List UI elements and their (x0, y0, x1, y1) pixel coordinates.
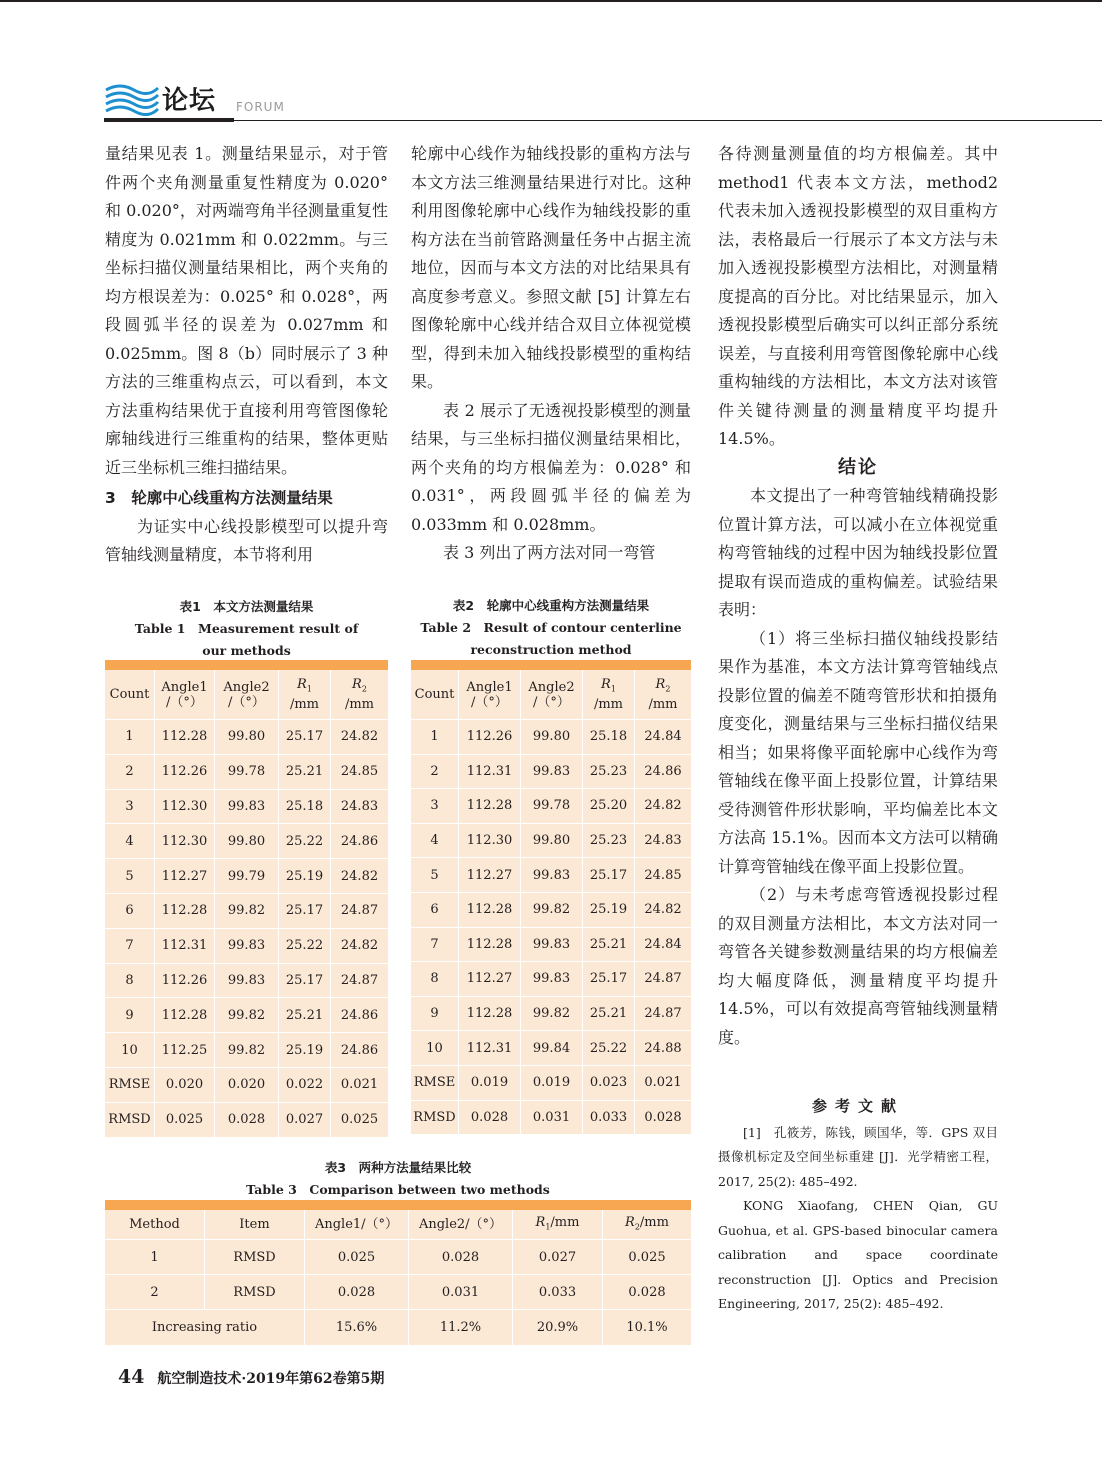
header-unit: /mm (289, 696, 320, 712)
table1-top-bar (105, 660, 388, 670)
table-cell: 25.20 (583, 789, 635, 824)
column-header (521, 670, 583, 720)
column-header (603, 1210, 691, 1240)
section-heading: 3 轮廓中心线重构方法测量结果 (105, 489, 333, 507)
table-cell: 99.79 (215, 859, 279, 894)
table-cell: 0.027 (279, 1103, 331, 1138)
table-cell: 112.30 (155, 824, 215, 859)
table-cell: 99.78 (521, 789, 583, 824)
reference-item: [1] 孔筱芳，陈钱，顾国华，等．GPS 双目摄像机标定及空间坐标重建 [J]．光学精密工程，2017, 25(2): 485–492. (718, 1124, 998, 1189)
table-cell: 112.28 (459, 997, 521, 1032)
table1-caption (105, 596, 388, 662)
table-cell: 25.19 (583, 893, 635, 928)
table-cell: 24.87 (635, 962, 691, 997)
table-row (105, 1275, 691, 1310)
paragraph: 各待测量测量值的均方根偏差。其中 method1 代表本文方法，method2 代表未加入透视投影模型的双目重构方法，表格最后一行展示了本文方法与未加入透视投影模型方法相比，对测量精度提高的百分比。对比结果显示，加入透视投影模型后确实可以纠正部分系统误差，与直接利用弯管图像轮廓中心线重构轴线的方法相比，本文方法对该管件关键待测量的测量精度平均提升 14.5%。 (718, 144, 998, 448)
table-cell: 112.25 (155, 1033, 215, 1068)
header-unit: /mm (648, 696, 678, 712)
header-rule-thick (104, 118, 234, 122)
table-cell: 24.84 (635, 928, 691, 963)
table-cell: 24.88 (635, 1031, 691, 1066)
table-cell: 25.22 (279, 824, 331, 859)
paragraph: 量结果见表 1。测量结果显示，对于管件两个夹角测量重复性精度为 0.020° 和 0.020°，对两端弯角半径测量重复性精度为 0.021mm 和 0.022mm。与三坐标扫描仪测量结果相比，两个夹角的均方根误差为：0.025° 和 0.028°，两段圆弧半径的误差为 0.027mm 和 0.025mm。图 8（b）同时展示了 3 种方法的三维重构点云，可以看到，本文方法重构结果优于直接利用弯管图像轮廓轴线进行三维重构的结果，整体更贴近三坐标机三维扫描结果。 (105, 144, 388, 477)
table-row (411, 858, 691, 893)
caption-en: Table 2 Result of contour centerline (420, 620, 682, 635)
table-cell: 112.26 (155, 755, 215, 790)
table-cell: 8 (105, 964, 155, 999)
top-rule (0, 0, 1102, 2)
table-cell: 24.82 (635, 893, 691, 928)
column-header (205, 1210, 305, 1240)
page-number: 44 (118, 1366, 145, 1388)
table-cell: 6 (411, 893, 459, 928)
table-cell: 99.83 (215, 929, 279, 964)
table-cell: 25.21 (279, 998, 331, 1033)
table-cell: 24.86 (331, 824, 388, 859)
table-cell: 25.17 (279, 720, 331, 755)
references-heading: 参考文献 (811, 1097, 904, 1115)
table-cell: 24.82 (331, 720, 388, 755)
table-row (411, 755, 691, 790)
table-cell: 0.021 (331, 1068, 388, 1103)
table-cell: 25.22 (583, 1031, 635, 1066)
table-cell: 25.17 (279, 964, 331, 999)
table-row (105, 1033, 388, 1068)
table-cell: 112.31 (459, 755, 521, 790)
column-header (155, 670, 215, 720)
header-label: Angle1 (466, 679, 513, 695)
table-cell: 99.82 (215, 894, 279, 929)
table-cell: 112.26 (459, 720, 521, 755)
section-subtitle: FORUM (236, 100, 285, 114)
table-cell: 24.83 (331, 790, 388, 825)
table-cell: 99.80 (215, 824, 279, 859)
header-rule-thin (234, 120, 1102, 121)
page-footer (118, 1366, 384, 1388)
table-cell: 4 (105, 824, 155, 859)
table-cell: 112.28 (155, 998, 215, 1033)
header-label: R (297, 677, 307, 693)
table-cell: 1 (411, 720, 459, 755)
table-cell: 5 (411, 858, 459, 893)
table-cell: 99.82 (521, 893, 583, 928)
table-cell: 0.020 (215, 1068, 279, 1103)
table-cell: 99.83 (521, 962, 583, 997)
column-header (411, 670, 459, 720)
table-row (105, 1068, 388, 1103)
table-row (105, 824, 388, 859)
header-label: Angle1 (161, 679, 208, 695)
table-cell: 25.23 (583, 824, 635, 859)
table-cell: 112.28 (459, 789, 521, 824)
table-cell: 25.18 (583, 720, 635, 755)
column-header (279, 670, 331, 720)
column-header (105, 1210, 205, 1240)
table-cell: 25.17 (279, 894, 331, 929)
table-cell: 8 (411, 962, 459, 997)
table-row (105, 894, 388, 929)
table-row (411, 789, 691, 824)
header-subscript: 1 (610, 684, 616, 694)
text-column-3 (718, 140, 998, 1317)
table-cell: 0.019 (459, 1066, 521, 1101)
table-row (411, 1066, 691, 1101)
reference-item: KONG Xiaofang, CHEN Qian, GU Guohua, et al. GPS-based binocular camera calibration and space coordinate reconstruction [J]. Optics and Precision Engineering, 2017, 25(2): 485–492. (718, 1198, 998, 1311)
table-cell: 0.027 (513, 1240, 603, 1275)
table-cell: 7 (105, 929, 155, 964)
table-row (105, 998, 388, 1033)
header-subscript: 2 (361, 684, 367, 694)
table3 (105, 1210, 691, 1346)
caption-cn: 表3 两种方法量结果比较 (324, 1160, 472, 1175)
table-cell: 25.21 (279, 755, 331, 790)
header-label: R (625, 1214, 635, 1230)
header-label: Angle2/（°） (418, 1217, 503, 1232)
table-cell: 25.21 (583, 997, 635, 1032)
table-cell: 112.28 (459, 893, 521, 928)
section-title: 论坛 (162, 86, 217, 116)
table-cell: 0.028 (409, 1240, 513, 1275)
table-cell: 99.84 (521, 1031, 583, 1066)
table-row (411, 720, 691, 755)
table-cell: 112.27 (459, 858, 521, 893)
table-cell: 0.028 (305, 1275, 409, 1310)
table-cell: 2 (105, 755, 155, 790)
header-label: Method (129, 1217, 180, 1232)
table-cell: 24.82 (635, 789, 691, 824)
header-subscript: 2 (634, 1222, 640, 1232)
header-unit: /（°） (166, 694, 203, 710)
table-cell: 4 (411, 824, 459, 859)
table-cell: 25.23 (583, 755, 635, 790)
table1 (105, 670, 388, 1138)
table-cell: 112.31 (459, 1031, 521, 1066)
table-cell: 0.025 (305, 1240, 409, 1275)
table-row (105, 1310, 691, 1346)
table-cell: 112.31 (155, 929, 215, 964)
column-header (305, 1210, 409, 1240)
caption-en: Table 1 Measurement result of (134, 621, 359, 636)
table-cell: 3 (105, 790, 155, 825)
journal-info: 航空制造技术·2019年第62卷第5期 (157, 1371, 385, 1387)
table-cell: 0.028 (635, 1101, 691, 1136)
table-cell: 1 (105, 1240, 205, 1275)
table-cell: 25.22 (279, 929, 331, 964)
table-row (411, 1031, 691, 1066)
header-subscript: 2 (665, 684, 671, 694)
table-row (411, 1101, 691, 1136)
table-row (105, 929, 388, 964)
table-cell: 3 (411, 789, 459, 824)
table-cell: 0.031 (409, 1275, 513, 1310)
table-cell: 25.21 (583, 928, 635, 963)
table-cell: 9 (105, 998, 155, 1033)
header-label: Angle2 (528, 679, 575, 695)
header-unit: /mm (639, 1214, 669, 1230)
table-cell: 24.83 (635, 824, 691, 859)
column-header (583, 670, 635, 720)
table-cell: 112.30 (155, 790, 215, 825)
references-list (718, 1121, 998, 1317)
table2 (411, 670, 691, 1135)
table-cell: 24.84 (635, 720, 691, 755)
table-cell: 99.80 (521, 824, 583, 859)
table-cell: 0.028 (215, 1103, 279, 1138)
table-row (411, 893, 691, 928)
table-row (411, 928, 691, 963)
table-cell: 2 (105, 1275, 205, 1310)
table-cell: 99.78 (215, 755, 279, 790)
paragraph: （1）将三坐标扫描仪轴线投影结果作为基准，本文方法计算弯管轴线点投影位置的偏差不随弯管形状和拍摄角度变化，测量结果与三坐标扫描仪结果相当；如果将像平面轮廓中心线作为弯管轴线在像平面上投影位置，计算结果受待测管件形状影响，平均偏差比本文方法高 15.1%。因而本文方法可以精确计算弯管轴线在像平面上投影位置。 (718, 628, 998, 876)
table-row (105, 790, 388, 825)
table-row (105, 859, 388, 894)
table-cell: 112.27 (459, 962, 521, 997)
table-cell: 112.27 (155, 859, 215, 894)
table-cell: 0.022 (279, 1068, 331, 1103)
table-cell: 6 (105, 894, 155, 929)
table-cell: 112.28 (155, 894, 215, 929)
paragraph: 轮廓中心线作为轴线投影的重构方法与本文方法三维测量结果进行对比。这种利用图像轮廓中心线作为轴线投影的重构方法在当前管路测量任务中占据主流地位，因而与本文方法的对比结果具有高度参考意义。参照文献 [5] 计算左右图像轮廓中心线并结合双目立体视觉模型，得到未加入轴线投影模型的重构结果。 (411, 144, 691, 391)
header-unit: /mm (344, 696, 375, 712)
table-header-row (411, 670, 691, 720)
table-cell: 0.019 (521, 1066, 583, 1101)
table-row (105, 720, 388, 755)
table-cell: 24.85 (635, 858, 691, 893)
table-cell: 0.021 (635, 1066, 691, 1101)
table-cell: 24.82 (331, 929, 388, 964)
table-cell: 112.26 (155, 964, 215, 999)
column-header (331, 670, 388, 720)
table-cell: 99.80 (215, 720, 279, 755)
paragraph: 为证实中心线投影模型可以提升弯管轴线测量精度，本节将利用 (105, 516, 388, 564)
header-label: Item (239, 1217, 270, 1232)
table-cell: 0.028 (603, 1275, 691, 1310)
paragraph: （2）与未考虑弯管透视投影过程的双目测量方法相比，本文方法对同一弯管各关键参数测量结果的均方根偏差均大幅度降低，测量精度平均提升 14.5%，可以有效提高弯管轴线测量精度。 (718, 885, 998, 1047)
caption-en: Table 3 Comparison between two methods (246, 1182, 550, 1197)
column-header (513, 1210, 603, 1240)
table-cell: RMSD (205, 1275, 305, 1310)
table-row (411, 824, 691, 859)
header-label: R (352, 677, 362, 693)
table3-top-bar (105, 1200, 691, 1210)
table-cell: 99.83 (521, 755, 583, 790)
text-column-2 (411, 140, 691, 568)
header-unit: /（°） (471, 694, 508, 710)
table-row (411, 962, 691, 997)
column-header (215, 670, 279, 720)
table-cell: RMSE (411, 1066, 459, 1101)
header-unit: /mm (593, 696, 624, 712)
header-unit: /（°） (228, 694, 265, 710)
table-cell: RMSD (205, 1240, 305, 1275)
table-cell: 24.87 (331, 894, 388, 929)
table-row (105, 1240, 691, 1275)
table-cell: 24.86 (331, 1033, 388, 1068)
header-unit: /（°） (533, 694, 570, 710)
table-cell: 24.87 (635, 997, 691, 1032)
table-cell: 10 (105, 1033, 155, 1068)
table-cell: 20.9% (513, 1310, 603, 1346)
table-cell: 1 (105, 720, 155, 755)
caption-en: reconstruction method (470, 642, 632, 657)
table-cell: 0.031 (521, 1101, 583, 1136)
text-column-1 (105, 140, 388, 570)
table-row (105, 1103, 388, 1138)
table-row (105, 964, 388, 999)
table-cell: 9 (411, 997, 459, 1032)
table-cell: RMSE (105, 1068, 155, 1103)
header-subscript: 1 (545, 1222, 551, 1232)
table-cell: 0.025 (603, 1240, 691, 1275)
table-cell: 99.83 (521, 928, 583, 963)
table-cell: 99.82 (215, 998, 279, 1033)
table-cell: 2 (411, 755, 459, 790)
column-header (409, 1210, 513, 1240)
table-cell: 99.83 (215, 790, 279, 825)
table-row (411, 997, 691, 1032)
paragraph: 表 3 列出了两方法对同一弯管 (443, 543, 656, 562)
table-cell: 99.80 (521, 720, 583, 755)
table-cell: 99.83 (521, 858, 583, 893)
table-cell: 24.86 (331, 998, 388, 1033)
conclusion-heading: 结论 (838, 456, 878, 478)
table-cell: 25.18 (279, 790, 331, 825)
table-cell: 112.28 (155, 720, 215, 755)
table-cell: 0.020 (155, 1068, 215, 1103)
table-cell: RMSD (105, 1103, 155, 1138)
table-cell: RMSD (411, 1101, 459, 1136)
paragraph: 表 2 展示了无透视投影模型的测量结果，与三坐标扫描仪测量结果相比，两个夹角的均方根偏差为：0.028° 和 0.031°，两段圆弧半径的偏差为 0.033mm 和 0.028mm。 (411, 400, 691, 534)
table-cell: 0.023 (583, 1066, 635, 1101)
table-cell: 0.028 (459, 1101, 521, 1136)
table-cell: 0.025 (331, 1103, 388, 1138)
caption-en: our methods (202, 643, 291, 658)
table-cell: 24.85 (331, 755, 388, 790)
header-label: R (601, 677, 611, 693)
table-cell: 10 (411, 1031, 459, 1066)
table-cell: 5 (105, 859, 155, 894)
header-label: R (535, 1214, 546, 1230)
column-header (459, 670, 521, 720)
header-label: R (655, 677, 666, 693)
paragraph: 本文提出了一种弯管轴线精确投影位置计算方法，可以减小在立体视觉重构弯管轴线的过程中因为轴线投影位置提取有误而造成的重构偏差。试验结果表明： (718, 486, 998, 619)
header-label: Angle1/（°） (314, 1217, 399, 1232)
header-label: Count (414, 687, 455, 702)
table-cell: 24.87 (331, 964, 388, 999)
table2-top-bar (411, 660, 691, 670)
table-cell: 7 (411, 928, 459, 963)
table-row (105, 755, 388, 790)
table-cell: 10.1% (603, 1310, 691, 1346)
wave-logo-icon (104, 80, 160, 116)
header-unit: /mm (550, 1214, 580, 1230)
column-header (635, 670, 691, 720)
column-header (105, 670, 155, 720)
table-cell: 24.86 (635, 755, 691, 790)
header-subscript: 1 (306, 684, 312, 694)
table-cell: 112.28 (459, 928, 521, 963)
table-cell: 99.82 (215, 1033, 279, 1068)
table-header-row (105, 1210, 691, 1240)
page-header (104, 78, 704, 122)
table2-caption (411, 595, 691, 661)
table-cell: 0.025 (155, 1103, 215, 1138)
table3-caption (105, 1157, 691, 1201)
table-cell: 11.2% (409, 1310, 513, 1346)
table-cell: 24.82 (331, 859, 388, 894)
table-cell: 99.82 (521, 997, 583, 1032)
table-cell: 112.30 (459, 824, 521, 859)
table-cell: 25.19 (279, 1033, 331, 1068)
table-cell: 25.19 (279, 859, 331, 894)
header-label: Angle2 (223, 679, 270, 695)
table-cell: Increasing ratio (105, 1310, 305, 1346)
table-cell: 0.033 (583, 1101, 635, 1136)
table-cell: 25.17 (583, 962, 635, 997)
table-cell: 25.17 (583, 858, 635, 893)
table-header-row (105, 670, 388, 720)
caption-cn: 表2 轮廓中心线重构方法测量结果 (452, 598, 650, 613)
table-cell: 0.033 (513, 1275, 603, 1310)
caption-cn: 表1 本文方法测量结果 (179, 599, 314, 614)
table-cell: 99.83 (215, 964, 279, 999)
table-cell: 15.6% (305, 1310, 409, 1346)
header-label: Count (109, 687, 150, 702)
